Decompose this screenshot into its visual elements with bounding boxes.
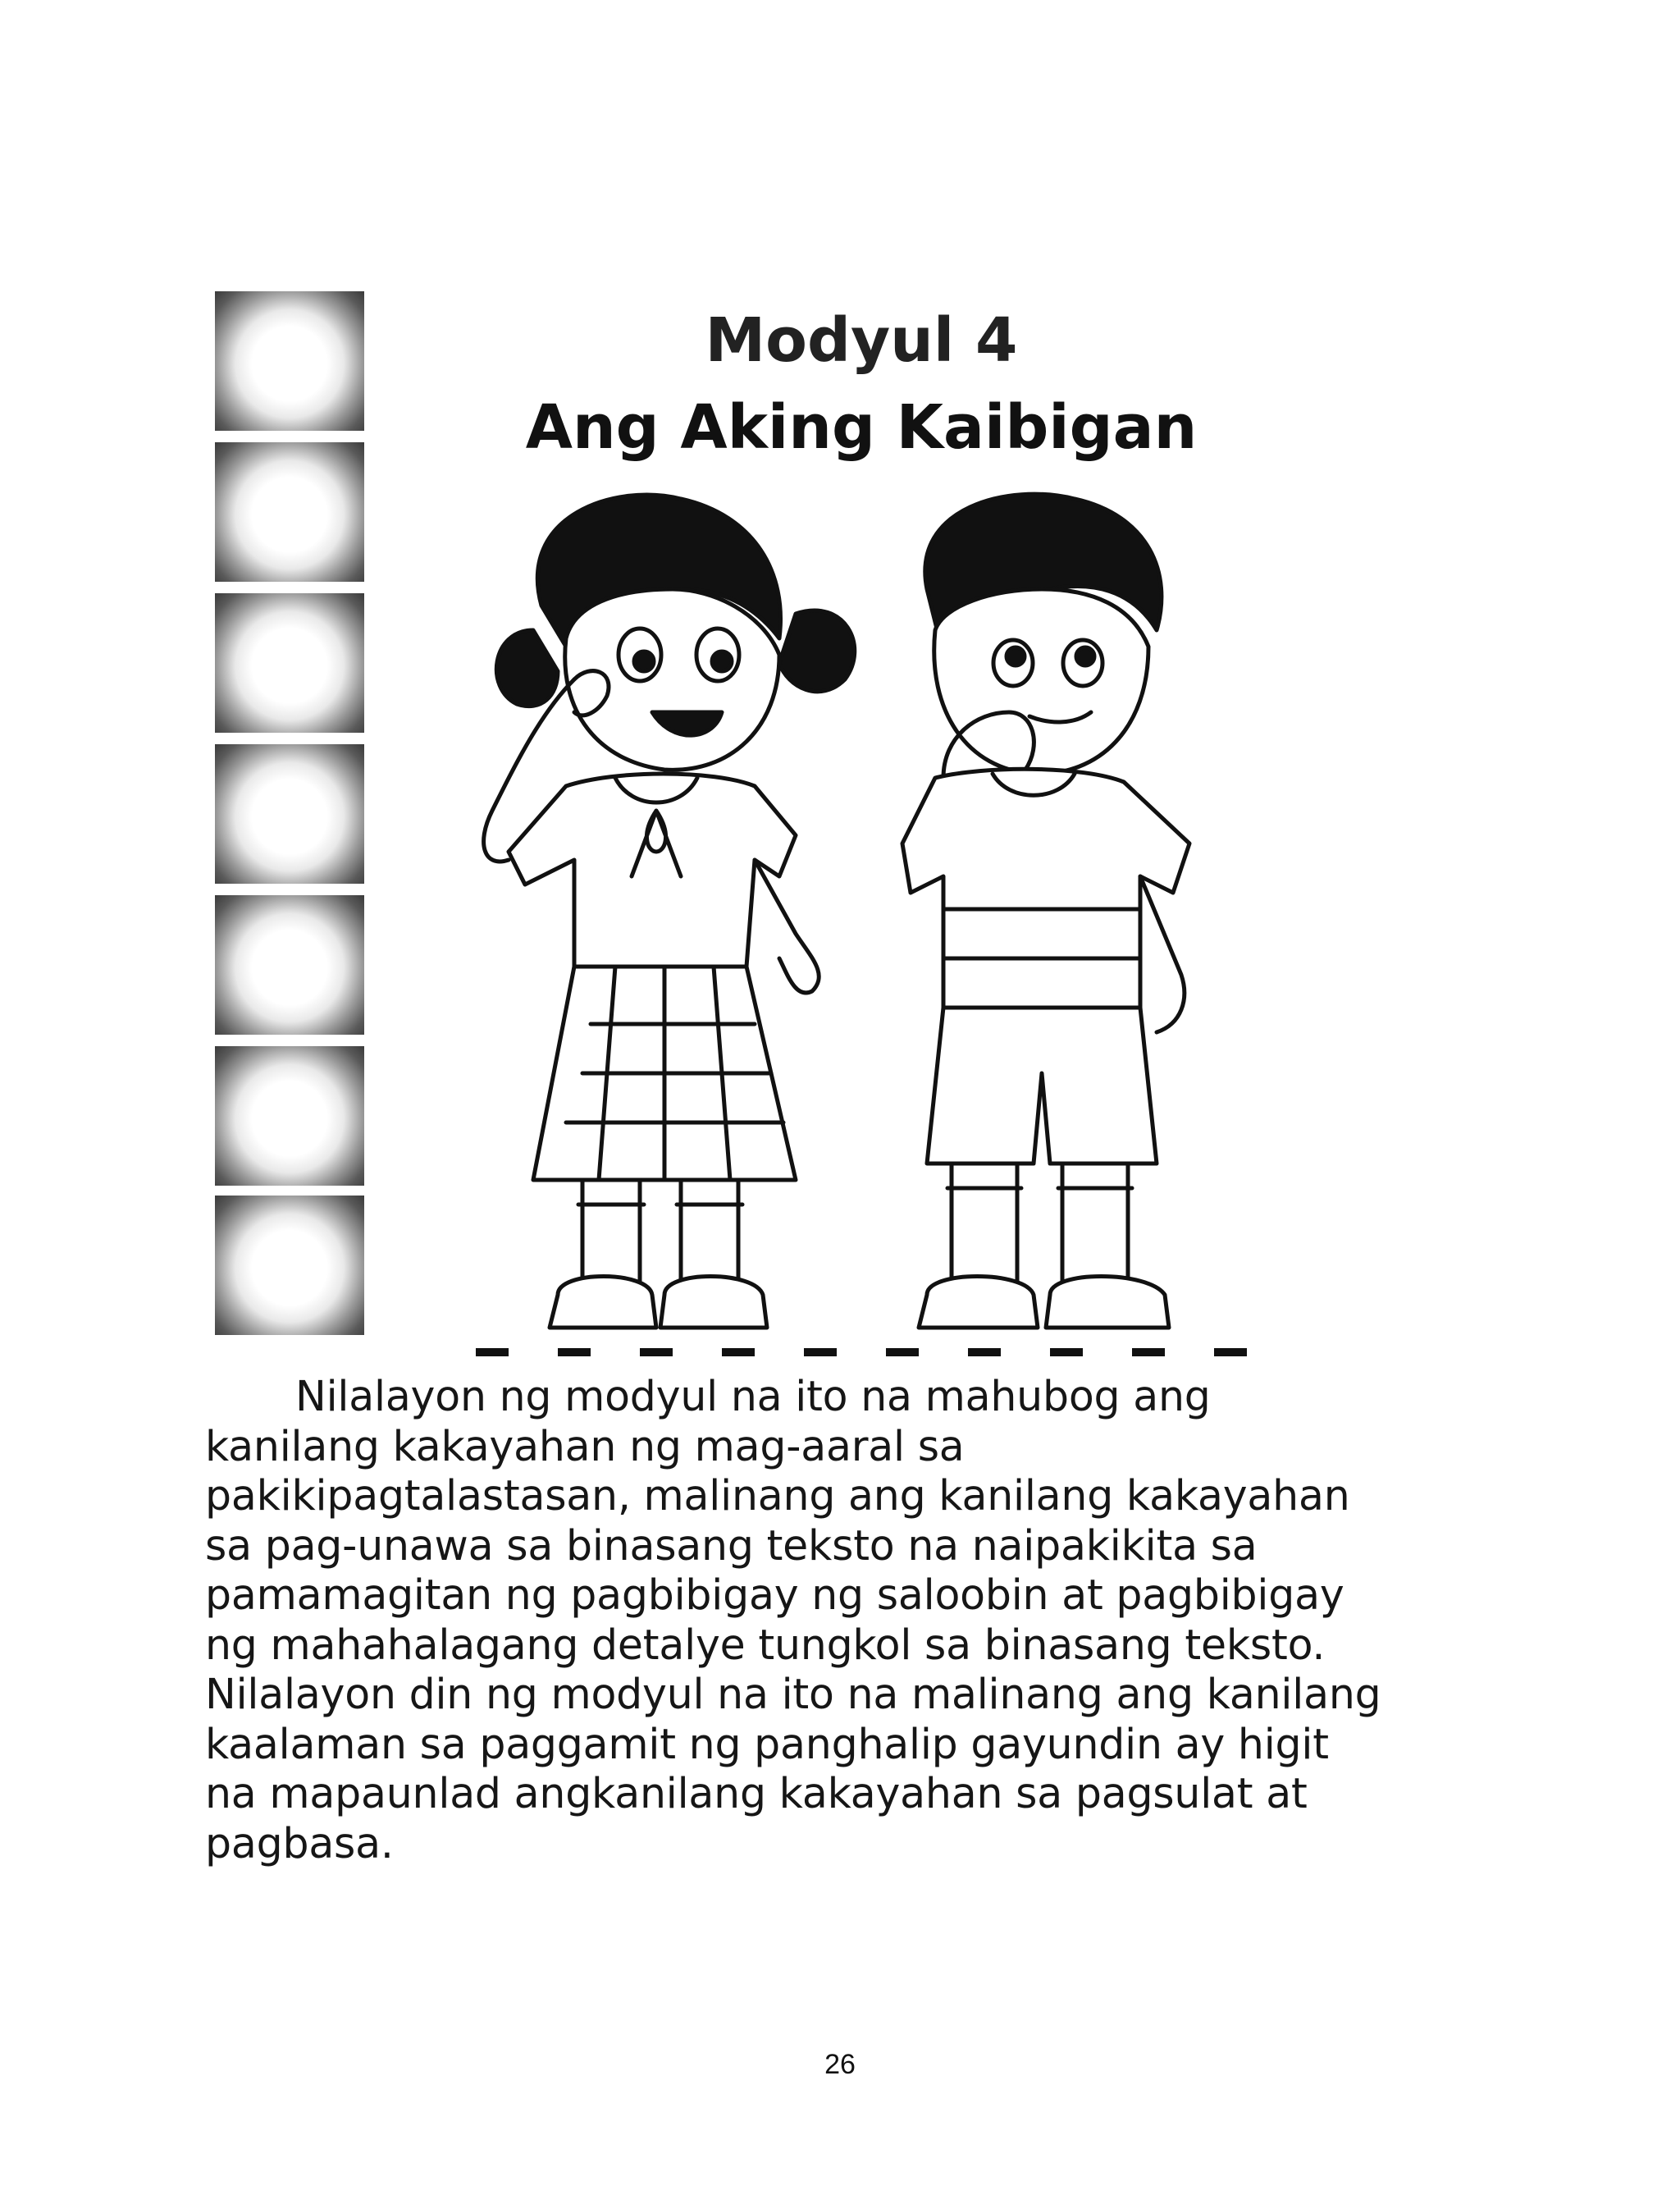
film-frame: [215, 442, 364, 582]
description-paragraph: Nilalayon ng modyul na ito na mahubog ang kanilang kakayahan ng mag-aaral sa pakikipagtalastasan, malinang ang kanilang kakayahan sa pag-unawa sa binasang teksto na naipakikita sa pamamagitan ng pagbibigay ng saloobin at pagbibigay ng mahahalagang detalye tungkol sa binasang teksto. Nilalayon din ng modyul na ito na malinang ang kanilang kaalaman sa paggamit ng panghalip gayundin ay higit na mapaunlad angkanilang kakayahan sa pagsulat at pagbasa.: [205, 1372, 1381, 1868]
page-number: 26: [824, 2049, 856, 2080]
children-illustration: [369, 466, 1354, 1360]
module-description: [205, 1372, 1386, 1868]
module-number-title: Modyul 4: [705, 305, 1018, 376]
film-strip-decoration: [215, 291, 364, 1335]
film-frame: [215, 593, 364, 733]
film-frame: [215, 1046, 364, 1186]
film-frame: [215, 1196, 364, 1335]
module-title: Ang Aking Kaibigan: [525, 392, 1198, 463]
film-frame: [215, 291, 364, 431]
film-frame: [215, 895, 364, 1035]
film-frame: [215, 744, 364, 884]
